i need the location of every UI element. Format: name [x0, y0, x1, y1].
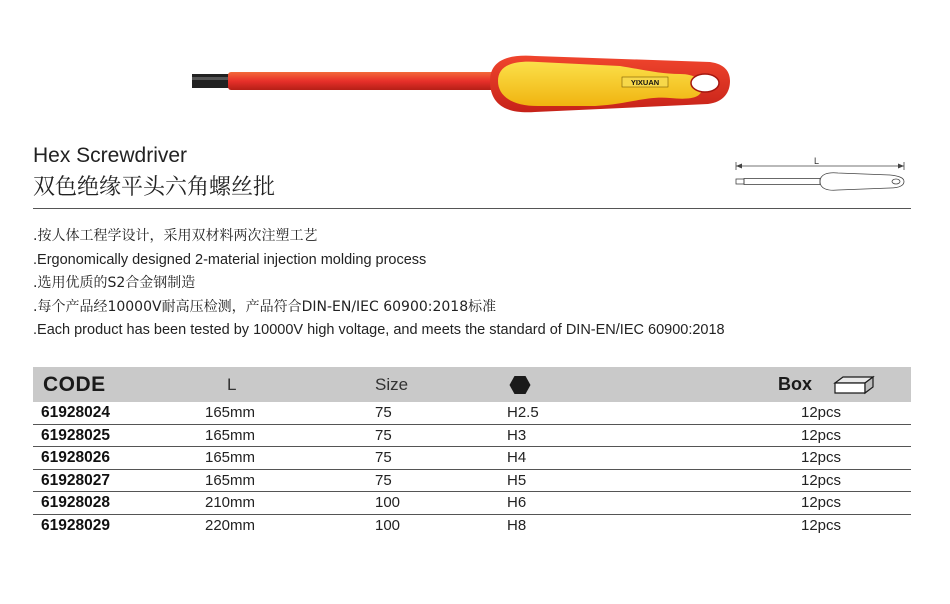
cell-box: 12pcs — [801, 516, 842, 534]
cell-tip: H3 — [507, 426, 527, 444]
cell-length: 165mm — [205, 471, 256, 489]
cell-tip: H4 — [507, 449, 527, 466]
table-row — [33, 425, 911, 448]
cell-length: 165mm — [205, 426, 256, 444]
product-title-en: Hex Screwdriver — [33, 144, 188, 167]
product-image — [190, 50, 730, 122]
cell-length: 165mm — [205, 449, 256, 466]
cell-tip: H2.5 — [507, 404, 539, 421]
table-row — [33, 492, 911, 515]
brand-label: YIXUAN — [630, 78, 660, 87]
cell-box: 12pcs — [801, 426, 842, 444]
cell-size: 75 — [375, 471, 392, 489]
table-row — [33, 470, 911, 493]
feature-item: .Each product has been tested by 10000V high voltage, and meets the standard of DIN-EN/IEC 60900:2018 — [33, 322, 725, 338]
cell-code: 61928027 — [41, 471, 110, 489]
feature-item: .Ergonomically designed 2-material injection molding process — [33, 251, 427, 268]
hex-bit — [192, 74, 230, 88]
feature-item: .按人体工程学设计，采用双材料两次注塑工艺 — [33, 228, 318, 244]
section-divider — [33, 208, 911, 209]
feature-item: .选用优质的S2合金钢制造 — [33, 275, 196, 291]
header-size: Size — [375, 375, 409, 394]
cell-size: 100 — [375, 516, 401, 534]
cell-code: 61928029 — [41, 516, 110, 534]
cell-box: 12pcs — [801, 404, 842, 421]
cell-box: 12pcs — [801, 449, 842, 466]
cell-code: 61928028 — [41, 494, 110, 511]
box-icon — [833, 375, 875, 395]
cell-size: 75 — [375, 404, 392, 421]
handle-hole — [691, 74, 719, 92]
header-length: L — [227, 375, 237, 394]
table-header — [33, 367, 911, 402]
feature-item: .每个产品经10000V耐高压检测，产品符合DIN-EN/IEC 60900:2018标准 — [33, 298, 497, 315]
cell-tip: H8 — [507, 516, 527, 534]
cell-box: 12pcs — [801, 494, 842, 511]
cell-code: 61928026 — [41, 449, 110, 466]
header-code: CODE — [43, 373, 106, 396]
dimension-label: L — [814, 156, 820, 166]
product-title-zh: 双色绝缘平头六角螺丝批 — [33, 175, 276, 200]
cell-tip: H6 — [507, 494, 527, 511]
cell-length: 210mm — [205, 494, 256, 511]
table-row — [33, 515, 911, 538]
hexagon-icon — [509, 375, 531, 395]
spec-table — [33, 367, 911, 537]
cell-length: 220mm — [205, 516, 256, 534]
cell-size: 75 — [375, 449, 392, 466]
cell-size: 75 — [375, 426, 392, 444]
cell-length: 165mm — [205, 404, 256, 421]
feature-list — [33, 225, 725, 343]
table-row — [33, 447, 911, 470]
header-box: Box — [778, 374, 813, 394]
cell-code: 61928024 — [41, 404, 110, 421]
insulated-shaft — [228, 72, 498, 90]
table-row — [33, 402, 911, 425]
cell-box: 12pcs — [801, 471, 842, 489]
cell-code: 61928025 — [41, 426, 110, 444]
cell-tip: H5 — [507, 471, 527, 489]
dimension-diagram — [730, 152, 910, 198]
cell-size: 100 — [375, 494, 401, 511]
